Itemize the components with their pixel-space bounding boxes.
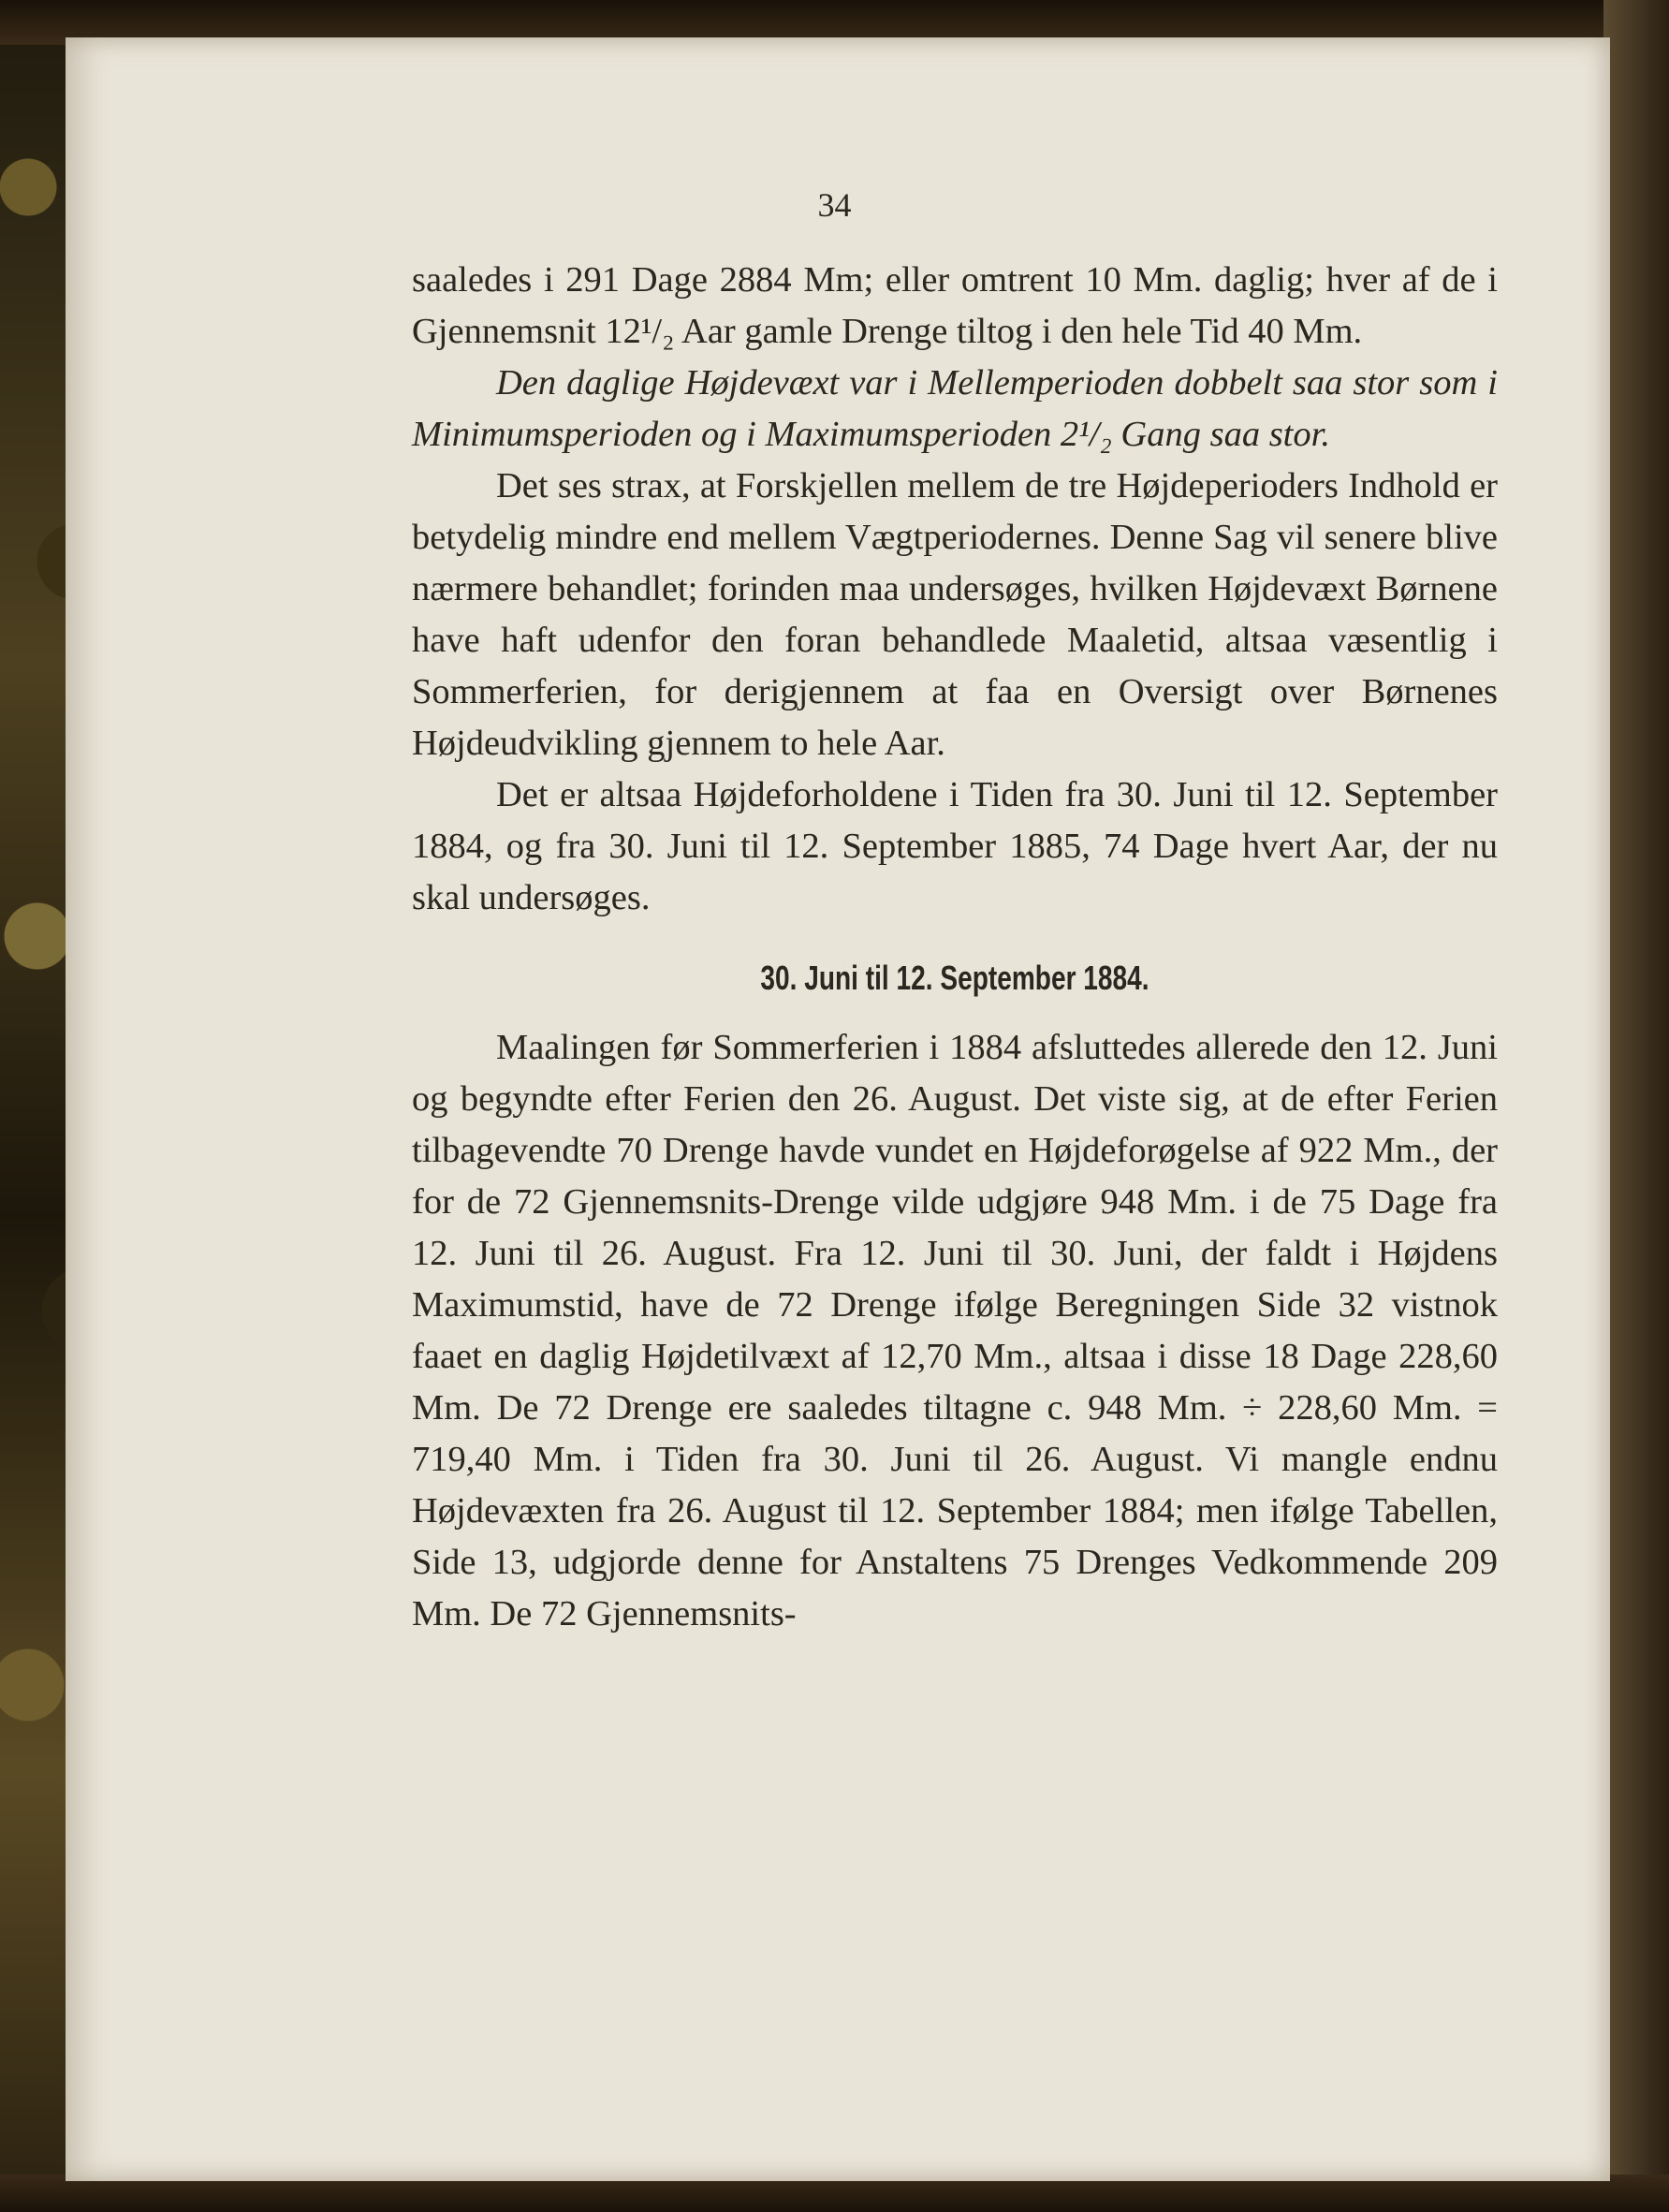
section-heading: 30. Juni til 12. September 1884.	[760, 959, 1149, 997]
paragraph-3: Det ses strax, at Forskjellen mellem de tre Højdeperioders Indhold er betydelig mindre end mellem Vægtperiodernes. Denne Sag vil senere blive nærmere behandlet; forinden maa undersøges, hvilken Højdevæxt Børnene have haft udenfor den foran behandlede Maaletid, altsaa væsentlig i Sommerferien, for derigjennem at faa en Oversigt over Børnenes Højdeudvikling gjennem to hele Aar.	[412, 466, 1498, 763]
paragraph-1: saaledes i 291 Dage 2884 Mm; eller omtrent 10 Mm. daglig; hver af de i Gjennemsnit 12¹/₂ Aar gamle Drenge tiltog i den hele Tid 40 Mm.	[412, 260, 1498, 351]
page-number: 34	[817, 186, 852, 224]
paragraph-4: Det er altsaa Højdeforholdene i Tiden fra 30. Juni til 12. September 1884, og fra 30. Juni til 12. September 1885, 74 Dage hvert Aar, der nu skal undersøges.	[412, 775, 1498, 917]
right-page-edge	[1603, 0, 1669, 2212]
body-text	[412, 255, 1498, 1640]
paragraph-2-italic: Den daglige Højdevæxt var i Mellemperioden dobbelt saa stor som i Minimumsperioden og i Maximumsperioden 2¹/₂ Gang saa stor.	[412, 363, 1498, 454]
paragraph-5: Maalingen før Sommerferien i 1884 afsluttedes allerede den 12. Juni og begyndte efter Ferien den 26. August. Det viste sig, at de efter Ferien tilbagevendte 70 Drenge havde vundet en Højdeforøgelse af 922 Mm., der for de 72 Gjennemsnits-Drenge vilde udgjøre 948 Mm. i de 75 Dage fra 12. Juni til 26. August. Fra 12. Juni til 30. Juni, der faldt i Højdens Maximumstid, have de 72 Drenge ifølge Beregningen Side 32 vistnok faaet en daglig Højdetilvæxt af 12,70 Mm., altsaa i disse 18 Dage 228,60 Mm. De 72 Drenge ere saaledes tiltagne c. 948 Mm. ÷ 228,60 Mm. = 719,40 Mm. i Tiden fra 30. Juni til 26. August. Vi mangle endnu Højdevæxten fra 26. August til 12. September 1884; men ifølge Tabellen, Side 13, udgjorde denne for Anstaltens 75 Drenges Vedkommende 209 Mm. De 72 Gjennemsnits-	[412, 1028, 1498, 1633]
